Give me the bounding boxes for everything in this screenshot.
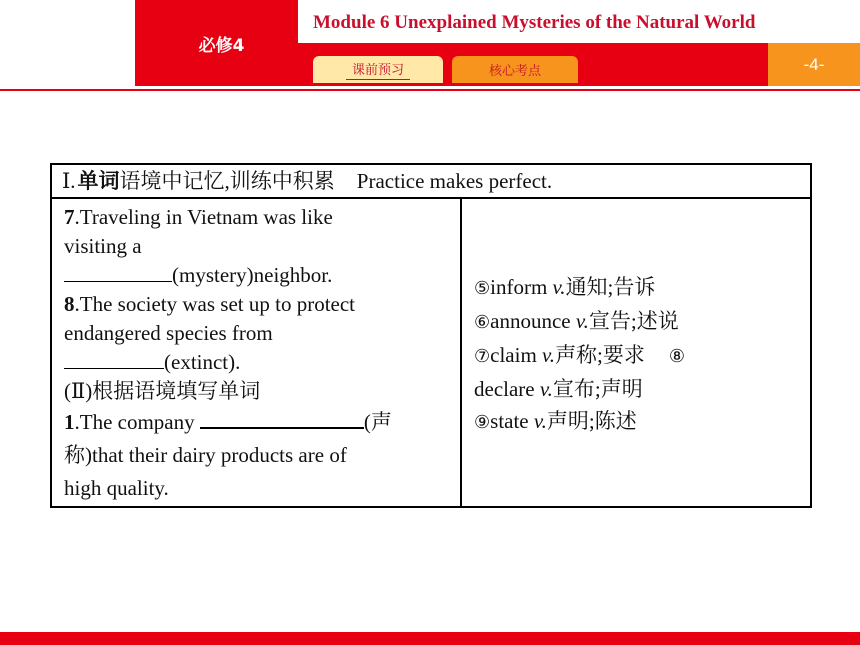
answer-meaning: 声明;陈述 — [546, 409, 637, 433]
part-of-speech: v. — [533, 409, 547, 433]
part-of-speech: v. — [575, 309, 589, 333]
item1-line3: high quality. — [64, 476, 169, 500]
circled-7: ⑦ — [474, 346, 491, 367]
answer-line — [474, 305, 810, 339]
answer-line — [474, 405, 810, 439]
exercise-box — [50, 163, 812, 508]
heading-motto: Practice makes perfect. — [356, 168, 553, 193]
answer-word: claim — [490, 343, 543, 367]
header-divider — [0, 89, 860, 91]
item1-hint: (声 — [363, 410, 392, 434]
header-book-label — [135, 0, 298, 86]
section2-heading: (Ⅱ)根据语境填写单词 — [64, 379, 261, 403]
answer-line — [474, 271, 810, 305]
answer-word: announce — [490, 309, 576, 333]
item8-line1 — [64, 290, 460, 319]
item8-line2: endangered species from — [64, 321, 273, 345]
item1-line1 — [64, 406, 460, 439]
item1-num: 1 — [64, 410, 75, 434]
tab-preview-label: 课前预习 — [346, 59, 410, 80]
answer-blank[interactable] — [64, 261, 172, 282]
book-label: 必修4 — [198, 35, 245, 56]
item7-text: .Traveling in Vietnam was like — [74, 205, 333, 229]
item8-num: 8 — [64, 292, 75, 316]
part-of-speech: v. — [552, 275, 566, 299]
answer-meaning: 通知;告诉 — [565, 275, 656, 299]
part-of-speech: v. — [542, 343, 556, 367]
item7-line1 — [64, 203, 460, 232]
questions-column — [52, 199, 462, 506]
answer-word: inform — [490, 275, 553, 299]
heading-rest: 语境中记忆,训练中积累 — [119, 168, 335, 193]
answer-meaning: 声称;要求 — [555, 343, 645, 367]
heading-bold: 单词 — [77, 168, 120, 193]
answer-blank[interactable] — [64, 348, 164, 369]
tab-core-points-label: 核心考点 — [488, 64, 541, 79]
item7-line3 — [64, 261, 460, 290]
page-number: -4- — [768, 43, 860, 86]
item1-line2: 称)that their dairy products are of — [64, 443, 347, 467]
circled-6: ⑥ — [474, 312, 491, 333]
footer-bar — [0, 632, 860, 645]
circled-9: ⑨ — [474, 412, 491, 433]
box-heading — [52, 165, 810, 199]
item7-num: 7 — [64, 205, 75, 229]
item8-line3 — [64, 348, 460, 377]
answer-line — [474, 339, 810, 373]
heading-roman: Ⅰ. — [62, 168, 76, 193]
answer-word: state — [490, 409, 534, 433]
answers-column — [462, 199, 810, 506]
answer-meaning: 宣布;声明 — [552, 377, 643, 401]
item7-line2: visiting a — [64, 234, 142, 258]
part-of-speech: v. — [539, 377, 553, 401]
item8-text: .The society was set up to protect — [74, 292, 356, 316]
answer-blank[interactable] — [200, 407, 364, 429]
answer-meaning: 宣告;述说 — [588, 309, 679, 333]
module-title: Module 6 Unexplained Mysteries of the Natural World — [313, 12, 756, 33]
circled-8: ⑧ — [668, 346, 686, 367]
item1-text: .The company — [74, 410, 200, 434]
answer-word: declare — [474, 377, 540, 401]
circled-5: ⑤ — [474, 278, 491, 299]
item7-hint: (mystery)neighbor. — [172, 263, 333, 287]
item8-hint: (extinct). — [164, 350, 241, 374]
answer-line — [474, 373, 810, 405]
tab-core-points[interactable] — [452, 56, 578, 83]
box-body — [52, 199, 810, 506]
tab-preview[interactable] — [313, 56, 443, 83]
